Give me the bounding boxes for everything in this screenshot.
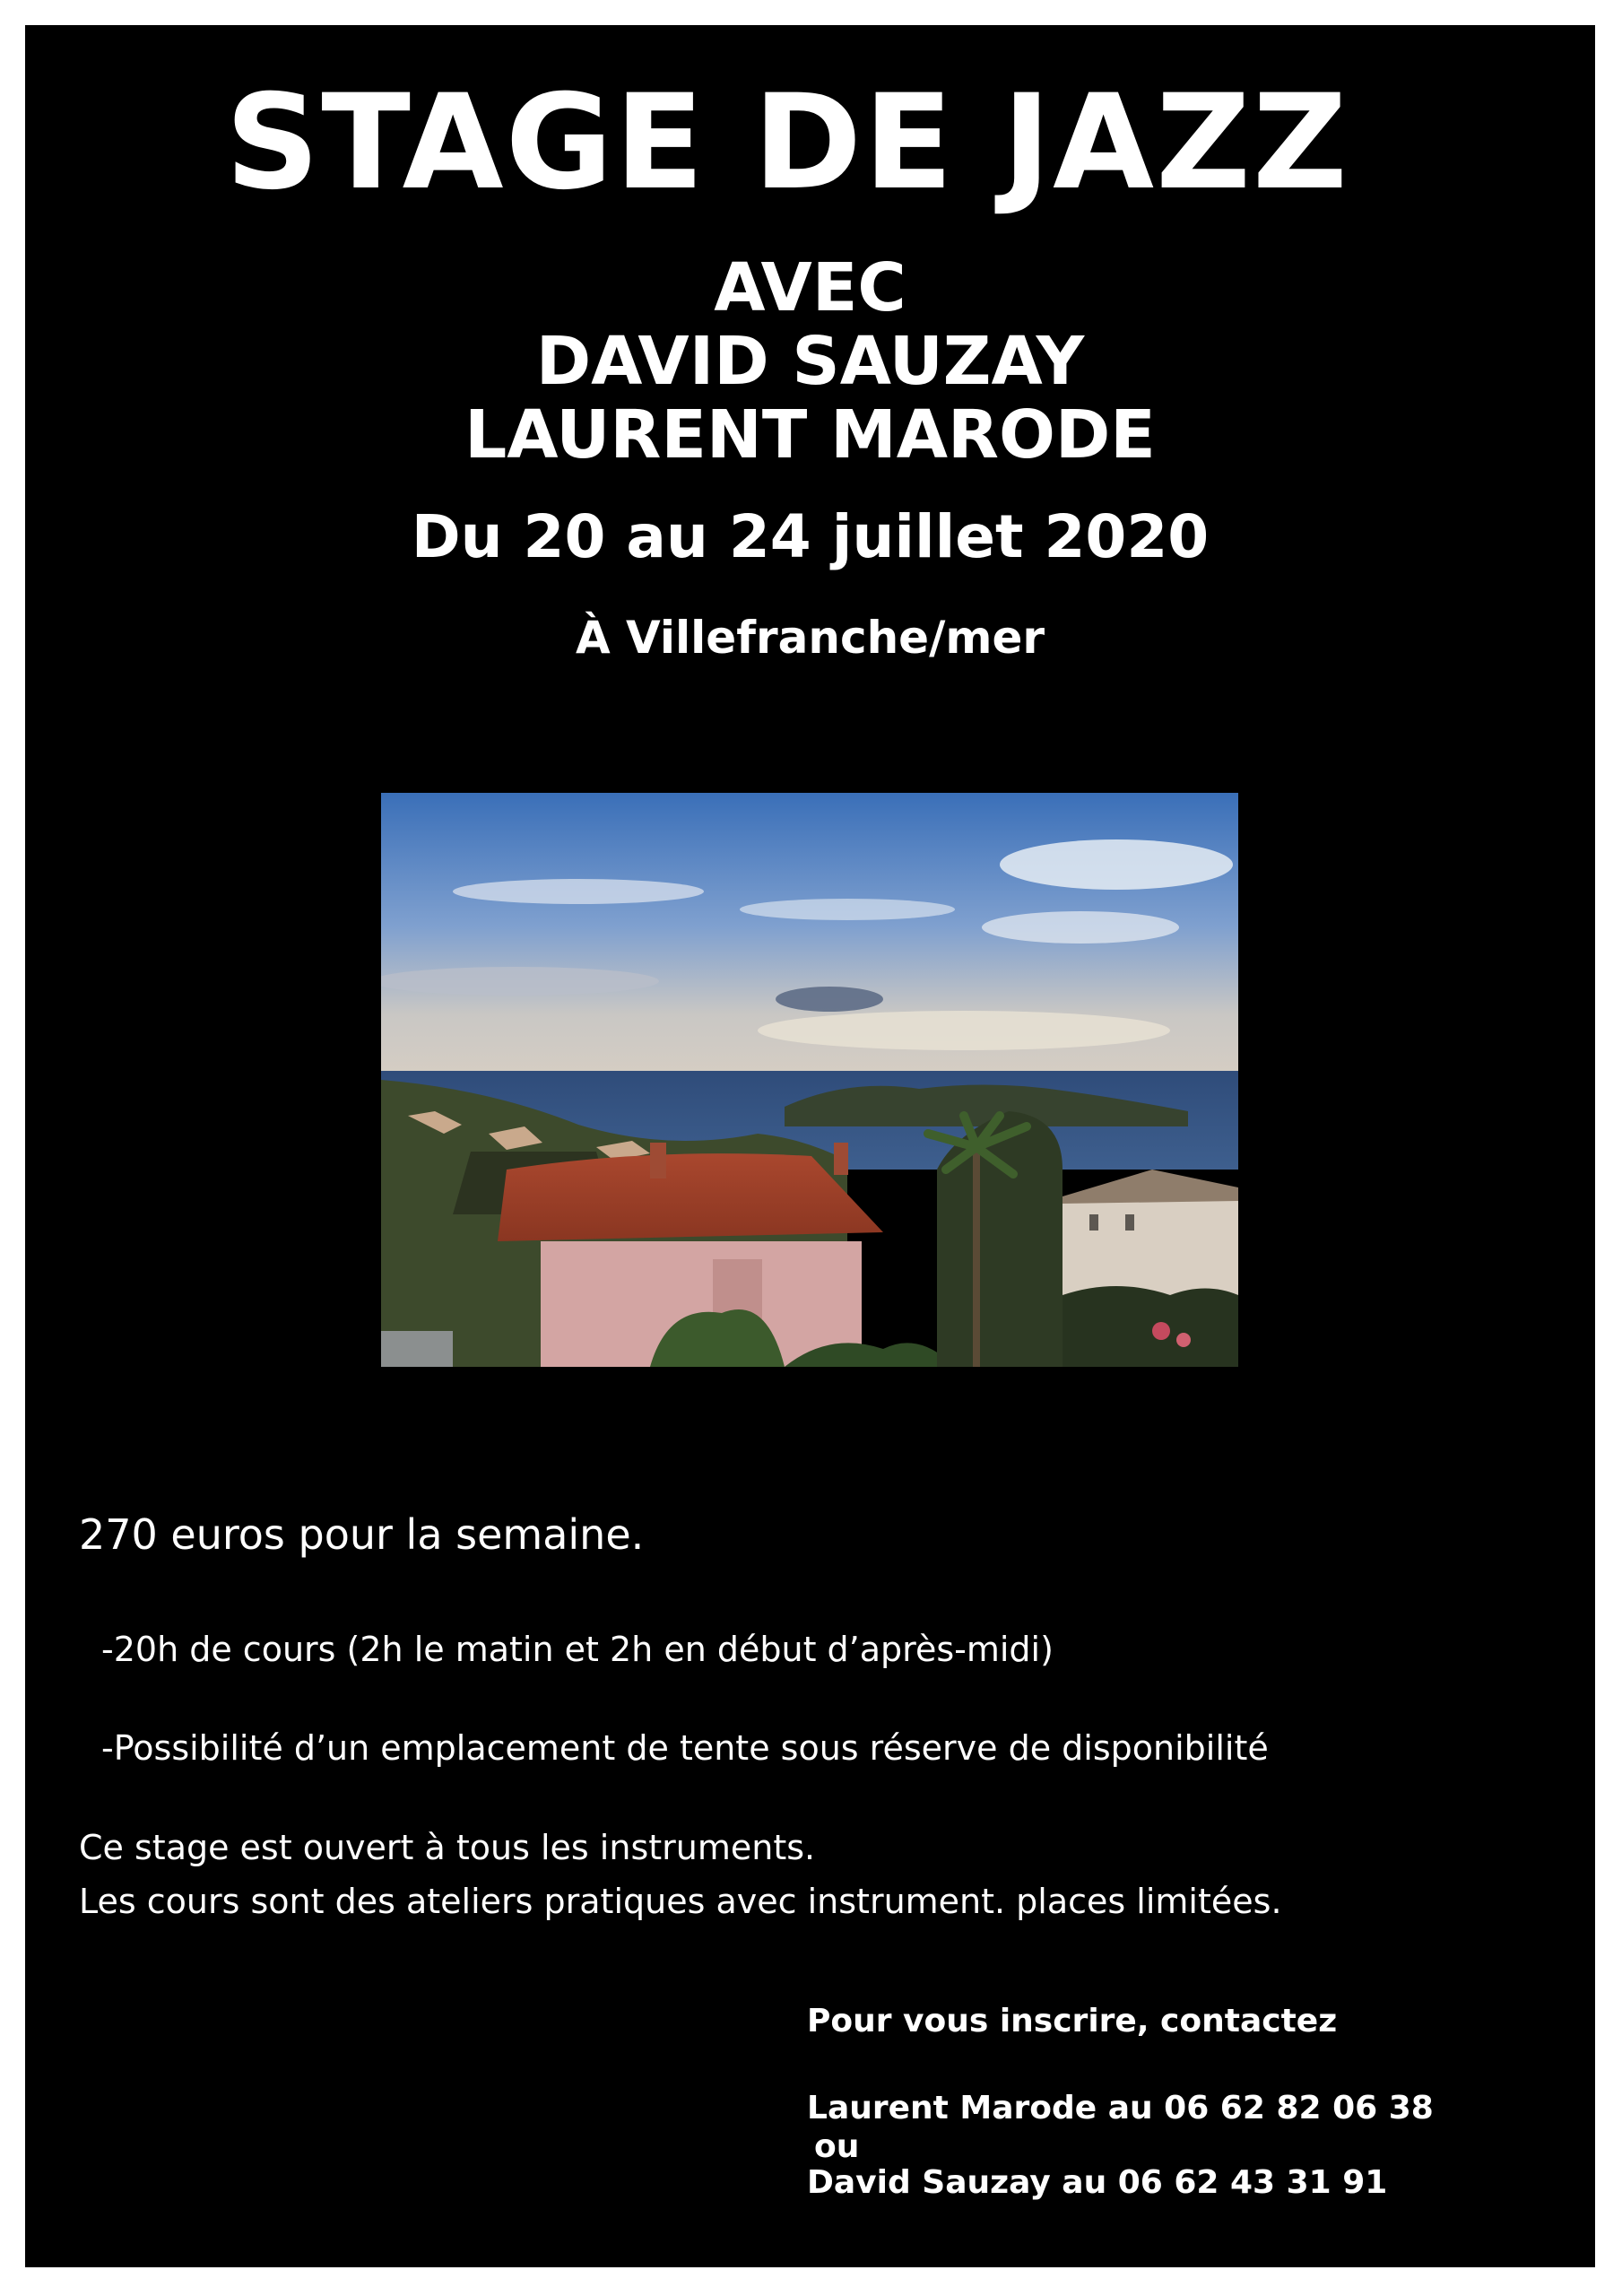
course-hours-bullet: -20h de cours (2h le matin et 2h en début d’après-midi) [101, 1630, 1054, 1669]
teachers-block [25, 251, 1595, 472]
jazz-poster [25, 25, 1595, 2267]
teacher-name-1: DAVID SAUZAY [535, 323, 1085, 400]
open-to-all-text: Ce stage est ouvert à tous les instruments. [79, 1828, 816, 1867]
contact-david: David Sauzay au 06 62 43 31 91 [807, 2164, 1388, 2201]
tent-option-bullet: -Possibilité d’un emplacement de tente sous réserve de disponibilité [101, 1728, 1269, 1768]
workshop-text: Les cours sont des ateliers pratiques avec instrument. places limitées. [79, 1882, 1282, 1921]
price-text: 270 euros pour la semaine. [79, 1510, 645, 1559]
teacher-name-2: LAURENT MARODE [464, 396, 1156, 474]
contact-or: ou [814, 2128, 860, 2165]
with-label: AVEC [714, 249, 906, 326]
poster-title: STAGE DE JAZZ [225, 66, 1349, 219]
event-location: À Villefranche/mer [575, 612, 1045, 664]
villefranche-photo [381, 793, 1238, 1367]
event-dates: Du 20 au 24 juillet 2020 [411, 502, 1210, 571]
contact-heading: Pour vous inscrire, contactez [807, 2003, 1338, 2039]
landscape-image [381, 793, 1238, 1367]
contact-laurent: Laurent Marode au 06 62 82 06 38 [807, 2090, 1434, 2126]
